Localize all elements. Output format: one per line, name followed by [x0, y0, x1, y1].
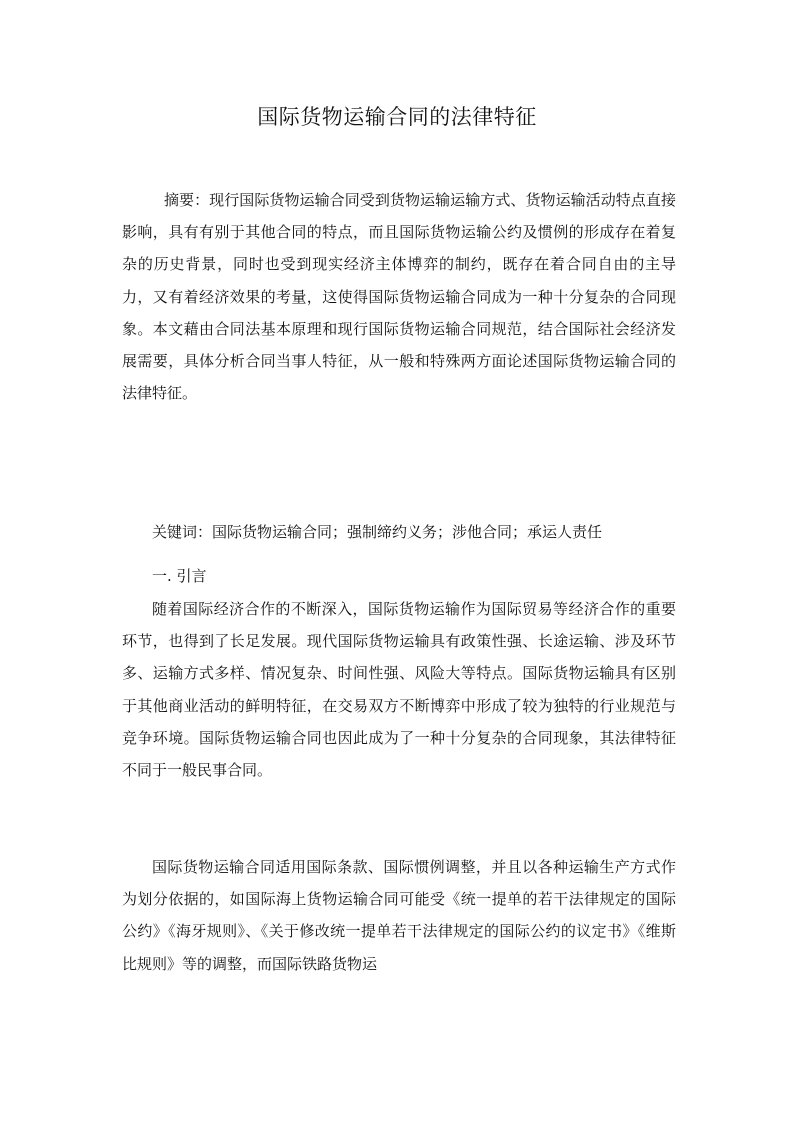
keywords-line: 关键词：国际货物运输合同；强制缔约义务；涉他合同；承运人责任 — [152, 523, 603, 541]
section-heading-introduction: 一. 引言 — [152, 567, 207, 585]
document-title: 国际货物运输合同的法律特征 — [257, 105, 537, 129]
abstract-paragraph: 摘要：现行国际货物运输合同受到货物运输运输方式、货物运输活动特点直接影响，具有有别于其他合同的特点，而且国际货物运输公约及惯例的形成存在着复杂的历史背景，同时也受到现实经济主体博弈的制约，既存在着合同自由的主导力，又有着经济效果的考量，这使得国际货物运输合同成为一种十分复杂的合同现象。本文藉由合同法基本原理和现行国际货物运输合同规范，结合国际社会经济发展需要，具体分析合同当事人特征，从一般和特殊两方面论述国际货物运输合同的法律特征。 — [122, 191, 676, 403]
body-paragraph-1: 随着国际经济合作的不断深入，国际货物运输作为国际贸易等经济合作的重要环节，也得到了长足发展。现代国际货物运输具有政策性强、长途运输、涉及环节多、运输方式多样、情况复杂、时间性强、风险大等特点。国际货物运输具有区别于其他商业活动的鲜明特征，在交易双方不断博弈中形成了较为独特的行业规范与竞争环境。国际货物运输合同也因此成为了一种十分复杂的合同现象，其法律特征不同于一般民事合同。 — [122, 600, 676, 780]
body-paragraph-2: 国际货物运输合同适用国际条款、国际惯例调整，并且以各种运输生产方式作为划分依据的，如国际海上货物运输合同可能受《统一提单的若干法律规定的国际公约》《海牙规则》、《关于修改统一提单若干法律规定的国际公约的议定书》《维斯比规则》等的调整，而国际铁路货物运 — [122, 858, 676, 973]
